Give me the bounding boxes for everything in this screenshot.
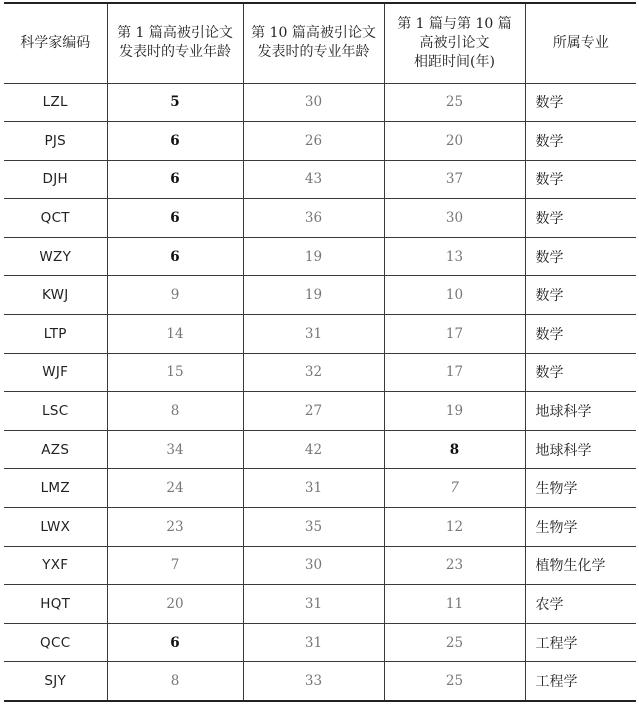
cell-major: 数学 — [525, 237, 636, 276]
cell-age-tenth: 31 — [243, 623, 384, 662]
cell-code: LZL — [4, 83, 107, 122]
cell-gap: 13 — [384, 237, 525, 276]
cell-gap: 12 — [384, 508, 525, 547]
cell-age-first: 6 — [107, 199, 243, 238]
table-row — [4, 199, 636, 238]
cell-major: 工程学 — [525, 623, 636, 662]
cell-gap: 25 — [384, 662, 525, 701]
cell-gap: 25 — [384, 83, 525, 122]
cell-major: 数学 — [525, 199, 636, 238]
cell-age-first: 8 — [107, 662, 243, 701]
cell-code: LSC — [4, 392, 107, 431]
cell-age-first: 8 — [107, 392, 243, 431]
cell-age-tenth: 30 — [243, 546, 384, 585]
cell-code: SJY — [4, 662, 107, 701]
cell-gap: 7 — [384, 469, 525, 508]
table-row — [4, 315, 636, 354]
cell-age-tenth: 26 — [243, 122, 384, 161]
cell-age-tenth: 32 — [243, 353, 384, 392]
scientist-citation-table — [4, 2, 636, 702]
cell-age-tenth: 30 — [243, 83, 384, 122]
cell-age-tenth: 31 — [243, 585, 384, 624]
cell-major: 工程学 — [525, 662, 636, 701]
cell-age-tenth: 35 — [243, 508, 384, 547]
cell-gap: 25 — [384, 623, 525, 662]
cell-major: 植物生化学 — [525, 546, 636, 585]
cell-age-tenth: 31 — [243, 315, 384, 354]
cell-major: 数学 — [525, 160, 636, 199]
cell-code: YXF — [4, 546, 107, 585]
cell-code: LMZ — [4, 469, 107, 508]
cell-age-first: 6 — [107, 122, 243, 161]
cell-age-first: 15 — [107, 353, 243, 392]
table-row — [4, 392, 636, 431]
cell-major: 数学 — [525, 122, 636, 161]
cell-major: 地球科学 — [525, 392, 636, 431]
cell-age-first: 6 — [107, 623, 243, 662]
cell-age-first: 6 — [107, 160, 243, 199]
cell-gap: 17 — [384, 315, 525, 354]
header-first-paper-age: 第 1 篇高被引论文 发表时的专业年龄 — [107, 3, 243, 83]
cell-code: PJS — [4, 122, 107, 161]
cell-age-tenth: 27 — [243, 392, 384, 431]
cell-code: KWJ — [4, 276, 107, 315]
cell-age-tenth: 43 — [243, 160, 384, 199]
table-row — [4, 469, 636, 508]
cell-code: WZY — [4, 237, 107, 276]
cell-gap: 17 — [384, 353, 525, 392]
cell-gap: 10 — [384, 276, 525, 315]
table-row — [4, 585, 636, 624]
cell-gap: 8 — [384, 430, 525, 469]
cell-code: WJF — [4, 353, 107, 392]
header-major: 所属专业 — [525, 3, 636, 83]
cell-gap: 19 — [384, 392, 525, 431]
table-row — [4, 508, 636, 547]
cell-code: HQT — [4, 585, 107, 624]
cell-gap: 11 — [384, 585, 525, 624]
cell-code: DJH — [4, 160, 107, 199]
cell-age-tenth: 42 — [243, 430, 384, 469]
header-tenth-paper-age: 第 10 篇高被引论文 发表时的专业年龄 — [243, 3, 384, 83]
cell-age-tenth: 36 — [243, 199, 384, 238]
table-row — [4, 430, 636, 469]
table-row — [4, 276, 636, 315]
header-gap-years: 第 1 篇与第 10 篇 高被引论文 相距时间(年) — [384, 3, 525, 83]
table-row — [4, 160, 636, 199]
cell-age-tenth: 19 — [243, 237, 384, 276]
table-row — [4, 353, 636, 392]
cell-code: LTP — [4, 315, 107, 354]
cell-major: 地球科学 — [525, 430, 636, 469]
cell-major: 数学 — [525, 353, 636, 392]
cell-code: QCC — [4, 623, 107, 662]
cell-age-tenth: 33 — [243, 662, 384, 701]
cell-age-first: 5 — [107, 83, 243, 122]
cell-code: LWX — [4, 508, 107, 547]
cell-gap: 30 — [384, 199, 525, 238]
cell-age-first: 23 — [107, 508, 243, 547]
cell-major: 数学 — [525, 315, 636, 354]
table-row — [4, 122, 636, 161]
table-row — [4, 623, 636, 662]
cell-age-first: 24 — [107, 469, 243, 508]
cell-age-first: 34 — [107, 430, 243, 469]
header-scientist-code: 科学家编码 — [4, 3, 107, 83]
cell-age-first: 6 — [107, 237, 243, 276]
cell-major: 生物学 — [525, 508, 636, 547]
cell-gap: 23 — [384, 546, 525, 585]
cell-age-first: 9 — [107, 276, 243, 315]
cell-age-first: 20 — [107, 585, 243, 624]
cell-age-first: 7 — [107, 546, 243, 585]
table-row — [4, 83, 636, 122]
cell-gap: 37 — [384, 160, 525, 199]
cell-age-tenth: 19 — [243, 276, 384, 315]
cell-major: 数学 — [525, 276, 636, 315]
table-row — [4, 237, 636, 276]
cell-age-first: 14 — [107, 315, 243, 354]
cell-code: AZS — [4, 430, 107, 469]
cell-major: 农学 — [525, 585, 636, 624]
cell-code: QCT — [4, 199, 107, 238]
header-row — [4, 3, 636, 83]
cell-major: 数学 — [525, 83, 636, 122]
cell-major: 生物学 — [525, 469, 636, 508]
cell-age-tenth: 31 — [243, 469, 384, 508]
table-row — [4, 662, 636, 701]
cell-gap: 20 — [384, 122, 525, 161]
table-row — [4, 546, 636, 585]
